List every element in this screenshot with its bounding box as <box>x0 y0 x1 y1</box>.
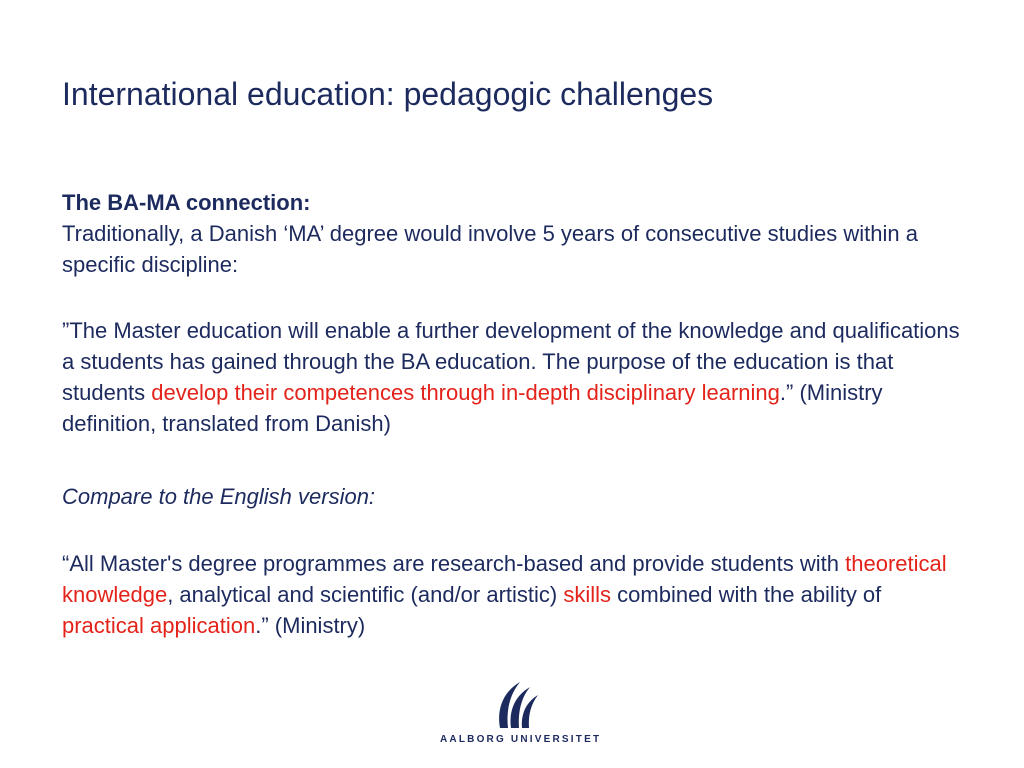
compare-label: Compare to the English version: <box>62 484 376 509</box>
quote-highlight: theoretical knowledge <box>62 551 947 607</box>
university-logo <box>440 676 602 752</box>
ministry-quote-danish <box>62 315 967 439</box>
quote-text: ”The Master education will enable a further development of the knowledge and qualifications a students has gained through the BA education. The purpose of the education is that students <box>62 318 960 405</box>
quote-text: , analytical and scientific (and/or artistic) <box>167 582 564 607</box>
quote-text: .” (Ministry) <box>255 613 366 638</box>
quote-highlight: skills <box>563 582 612 607</box>
section-heading: The BA-MA connection: <box>62 190 311 215</box>
ba-ma-section <box>62 187 967 280</box>
quote-text: “All Master's degree programmes are research-based and provide students with <box>62 551 846 576</box>
quote-text: .” (Ministry definition, translated from Danish) <box>62 380 883 436</box>
quote-highlight: practical application <box>62 613 256 638</box>
quote-highlight: develop their competences through in-depth disciplinary learning <box>151 380 780 405</box>
aalborg-waves-logo-icon <box>440 676 590 732</box>
quote-text: combined with the ability of <box>611 582 882 607</box>
slide-title: International education: pedagogic challenges <box>62 76 714 112</box>
logo-text: AALBORG UNIVERSITET <box>440 734 602 745</box>
section-text: Traditionally, a Danish ‘MA’ degree would involve 5 years of consecutive studies within a specific discipline: <box>62 221 918 277</box>
ministry-quote-english <box>62 548 967 641</box>
